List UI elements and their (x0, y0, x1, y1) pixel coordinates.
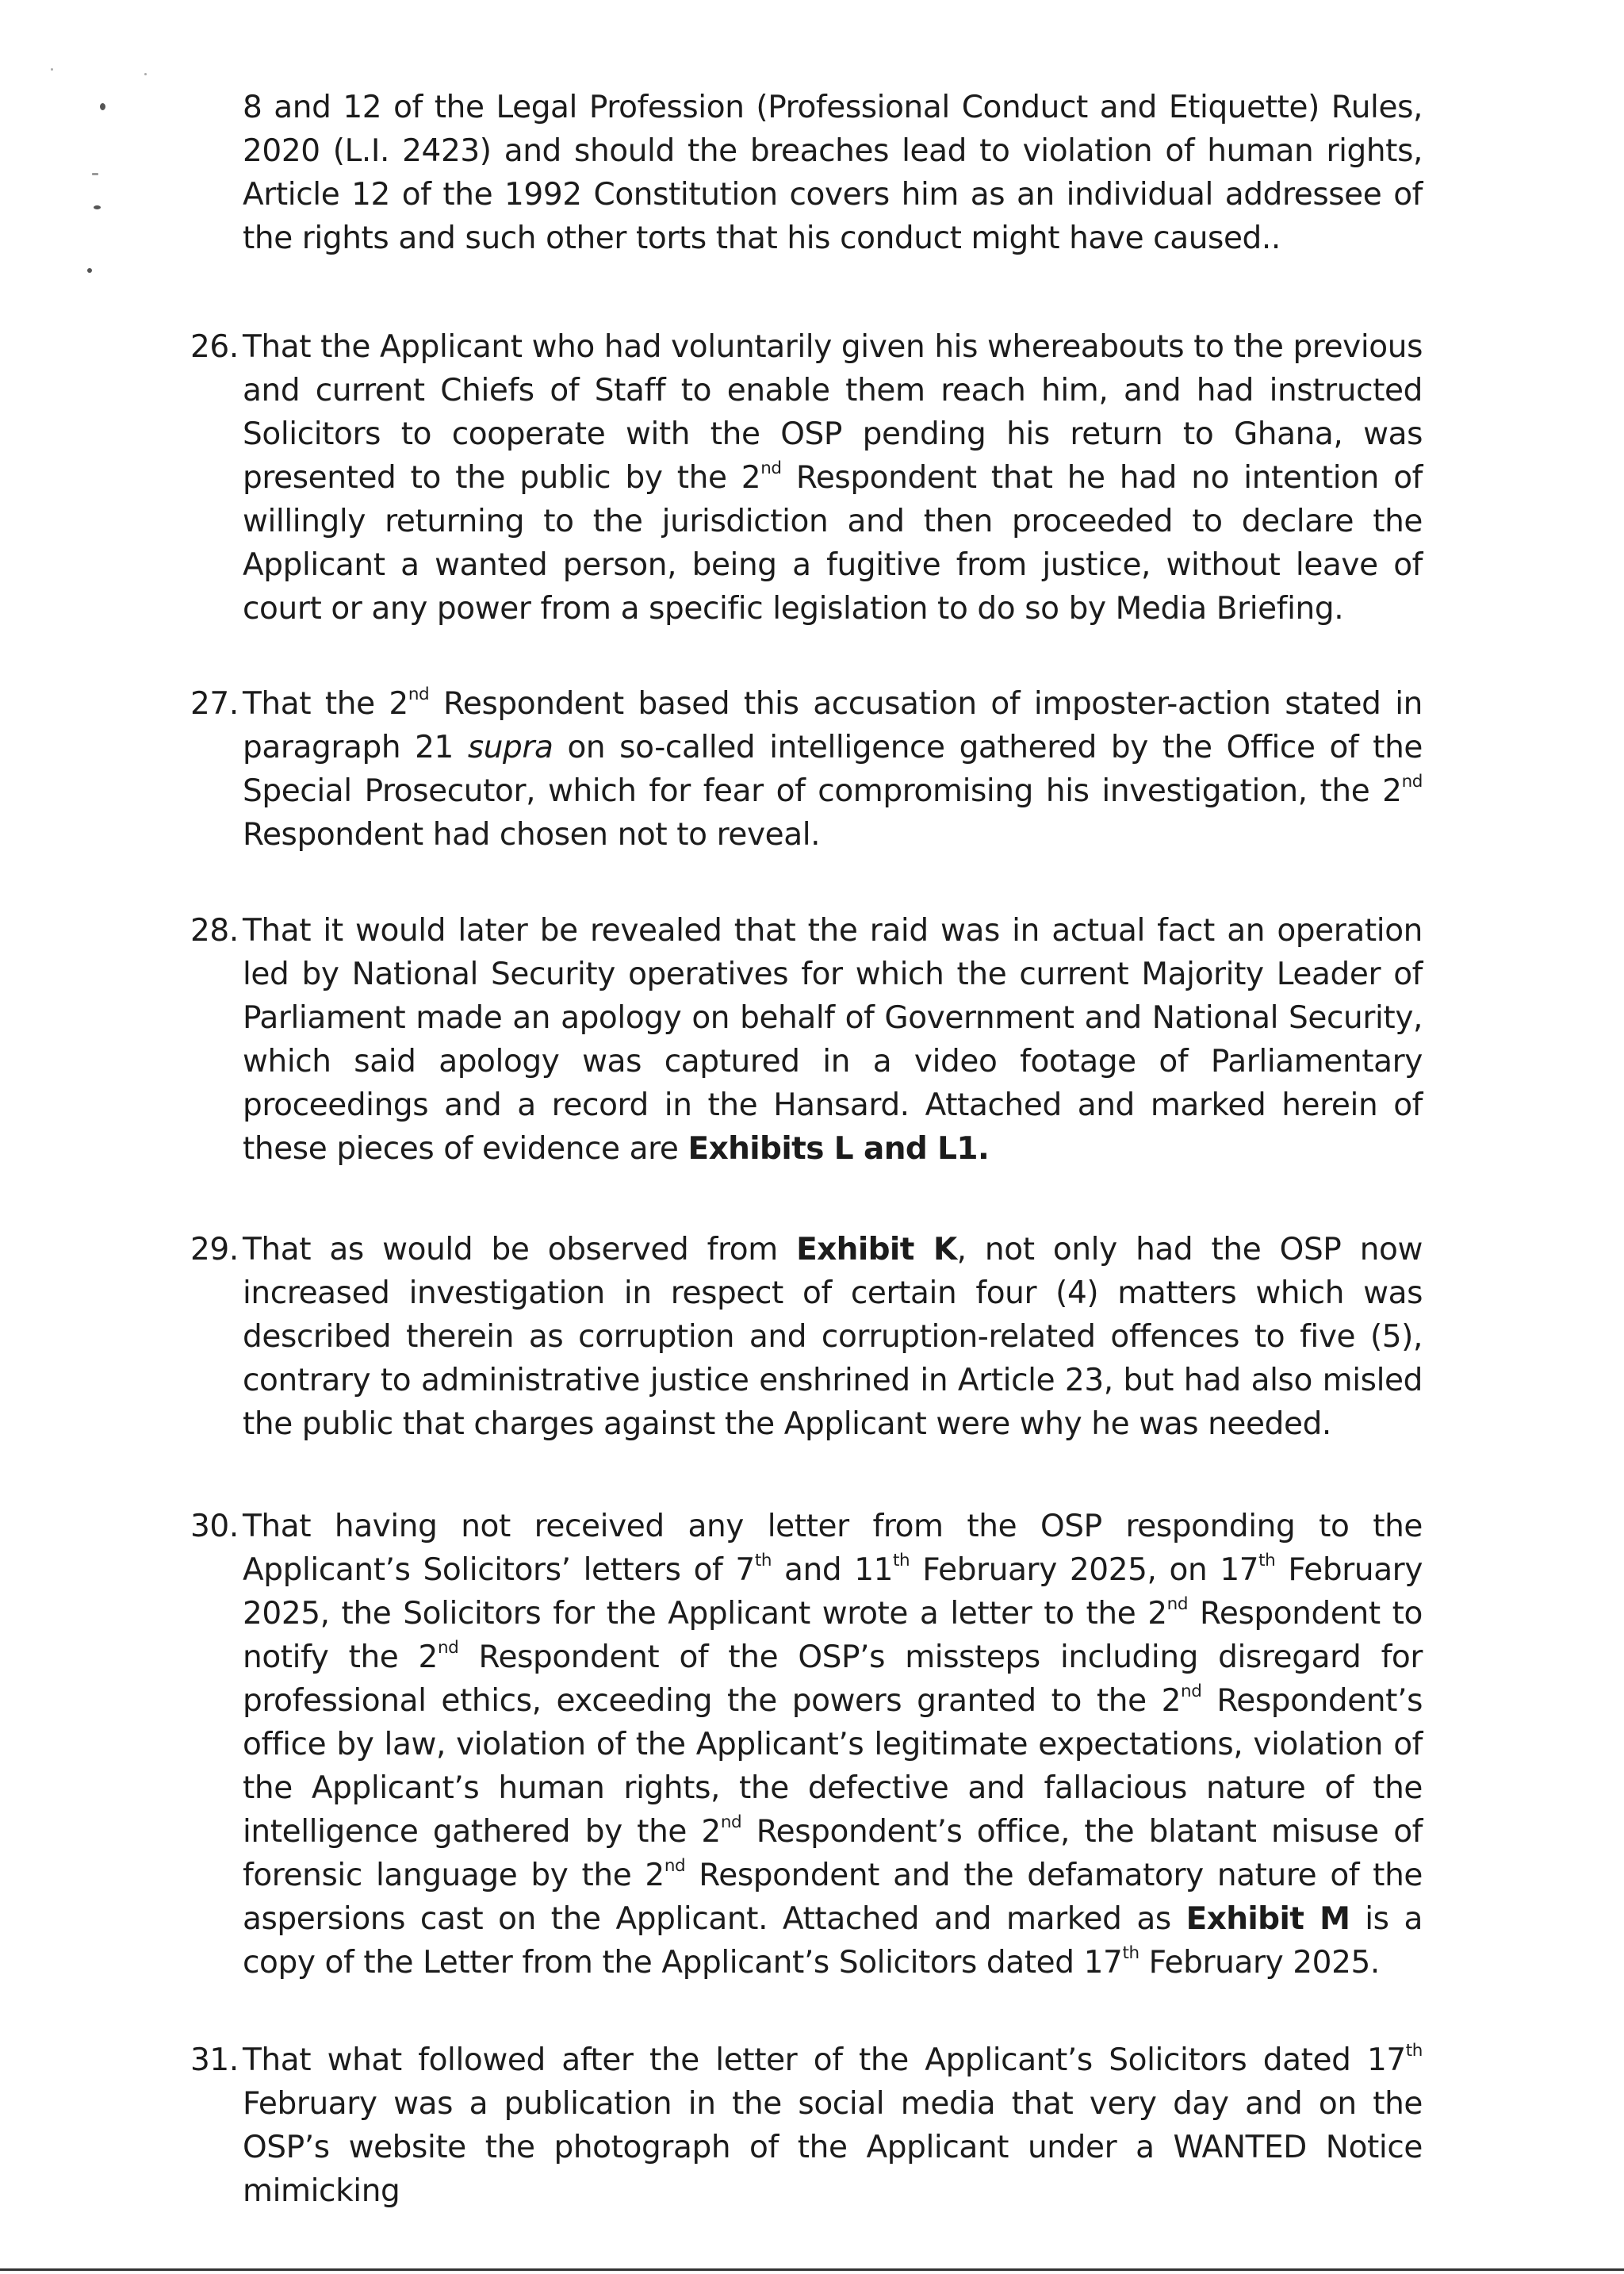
paragraph-body: That it would later be revealed that the raid was in actual fact an operation led by National Security operatives for which the current Majority Leader of Parliament made an apology on behalf of Government and National Security, which said apology was captured in a video footage of Parliamentary proceedings and a record in the Hansard. Attached and marked herein of these pieces of evidence are Exhibits L and L1. (243, 913, 1423, 1167)
paragraph-30 (190, 1505, 1423, 1984)
exhibit-reference: Exhibit M (1185, 1901, 1350, 1937)
paragraph-26 (190, 325, 1423, 631)
paragraph-number: 31. (190, 2042, 239, 2078)
scan-mark (92, 173, 98, 175)
paragraph-number: 30. (190, 1509, 239, 1544)
paragraph-number: 26. (190, 329, 239, 365)
continued-paragraph (243, 86, 1423, 260)
continued-paragraph-text: 8 and 12 of the Legal Profession (Professional Conduct and Etiquette) Rules, 2020 (L.I. 2423) and should the breaches lead to violation of human rights, Article 12 of the 1992 Constitution covers him as an individual addressee of the rights and such other torts that his conduct might have caused.. (243, 90, 1423, 256)
exhibit-reference: Exhibit K (796, 1232, 957, 1267)
scan-mark (87, 268, 92, 273)
scan-mark (144, 73, 147, 75)
paragraph-body: That having not received any letter from the OSP responding to the Applicant’s Solicitors’ letters of 7th and 11th February 2025, on 17th February 2025, the Solicitors for the Applicant wrote a letter to the 2nd Respondent to notify the 2nd Respondent of the OSP’s missteps including disregard for professional ethics, exceeding the powers granted to the 2nd Respondent’s office by law, violation of the Applicant’s legitimate expectations, violation of the Applicant’s human rights, the defective and fallacious nature of the intelligence gathered by the 2nd Respondent’s office, the blatant misuse of forensic language by the 2nd Respondent and the defamatory nature of the aspersions cast on the Applicant. Attached and marked as Exhibit M is a copy of the Letter from the Applicant’s Solicitors dated 17th February 2025. (243, 1509, 1423, 1981)
paragraph-body: That what followed after the letter of the Applicant’s Solicitors dated 17th February was a publication in the social media that very day and on the OSP’s website the photograph of the Applicant under a WANTED Notice mimicking (243, 2040, 1423, 2209)
scan-mark (100, 103, 105, 110)
paragraph-number: 28. (190, 913, 239, 949)
paragraph-31 (190, 2038, 1423, 2213)
paragraph-number: 27. (190, 686, 239, 722)
paragraph-29 (190, 1228, 1423, 1446)
paragraph-27 (190, 682, 1423, 857)
page-bottom-edge (0, 2268, 1624, 2271)
exhibit-reference: Exhibits L and L1. (688, 1131, 990, 1167)
paragraph-number: 29. (190, 1232, 239, 1267)
paragraph-28 (190, 909, 1423, 1171)
paragraph-body: That the Applicant who had voluntarily given his whereabouts to the previous and current Chiefs of Staff to enable them reach him, and had instructed Solicitors to cooperate with the OSP pending his return to Ghana, was presented to the public by the 2nd Respondent that he had no intention of willingly returning to the jurisdiction and then proceeded to declare the Applicant a wanted person, being a fugitive from justice, without leave of court or any power from a specific legislation to do so by Media Briefing. (243, 329, 1423, 627)
paragraph-body: That the 2nd Respondent based this accusation of imposter-action stated in paragraph 21 supra on so-called intelligence gathered by the Office of the Special Prosecutor, which for fear of compromising his investigation, the 2nd Respondent had chosen not to reveal. (243, 684, 1423, 853)
scan-mark (94, 205, 101, 209)
scan-mark (51, 68, 53, 71)
paragraph-body: That as would be observed from Exhibit K, not only had the OSP now increased investigation in respect of certain four (4) matters which was described therein as corruption and corruption-related offences to five (5), contrary to administrative justice enshrined in Article 23, but had also misled the public that charges against the Applicant were why he was needed. (243, 1232, 1423, 1442)
